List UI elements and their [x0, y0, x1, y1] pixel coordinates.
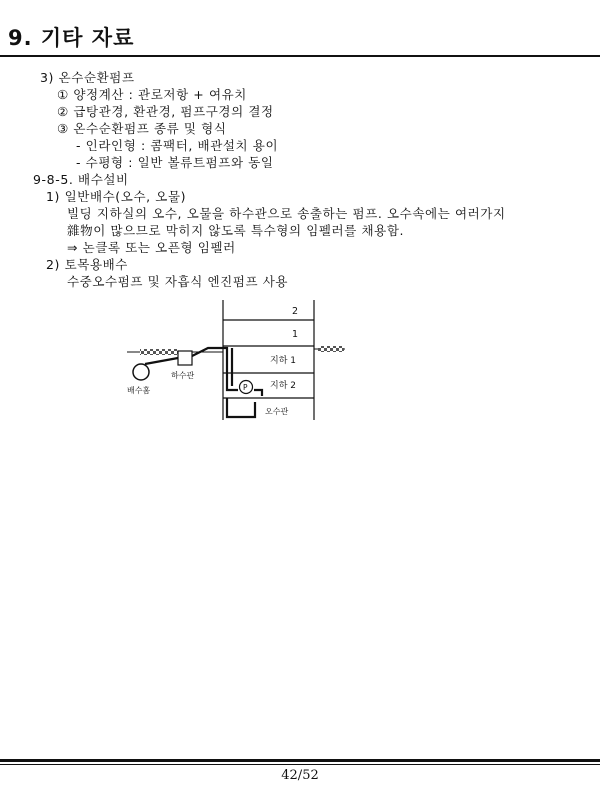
list-item: ① 양정계산 : 관로저항 + 여유치: [57, 87, 247, 102]
list-item: ③ 온수순환펌프 종류 및 형식: [57, 121, 227, 136]
floor-label: 2: [292, 306, 299, 317]
sewage-pit-label: 오수관: [265, 407, 289, 416]
list-subitem: - 인라인형 : 콤팩터, 배관설치 용이: [76, 138, 279, 153]
floor-label: 지하 2: [270, 381, 296, 391]
sewer-pipe-label: 하수관: [171, 371, 195, 380]
paragraph-line: ⇒ 논클록 또는 오픈형 임펠러: [67, 240, 236, 255]
page-title: 9. 기타 자료: [8, 26, 135, 50]
floor-label: 1: [292, 329, 299, 340]
paragraph-line: 수중오수펌프 및 자흡식 엔진펌프 사용: [67, 274, 289, 289]
pump-label: P: [243, 383, 248, 392]
list-subitem: - 수평형 : 일반 볼류트펌프와 동일: [76, 155, 274, 170]
ground-line: [127, 346, 345, 355]
paragraph-line: 雜物이 많으므로 막히지 않도록 특수형의 임펠러를 채용함.: [67, 223, 405, 238]
paragraph-line: 빌딩 지하실의 오수, 오물을 하수관으로 송출하는 펌프. 오수속에는 여러가지: [67, 206, 506, 221]
subsection-heading: 2) 토목용배수: [46, 257, 128, 272]
building-floors: [223, 300, 314, 420]
page-number: 42/52: [281, 768, 319, 783]
footer-divider: [0, 759, 600, 762]
section-heading-drainage: 9-8-5. 배수설비: [33, 172, 129, 187]
floor-label: 지하 1: [270, 356, 296, 366]
footer-divider-thin: [0, 764, 600, 765]
drain-basin-label: 배수홈: [127, 386, 151, 395]
section-heading-hot-water-pump: 3) 온수순환펌프: [40, 70, 135, 85]
drain-basin: [133, 364, 149, 380]
list-item: ② 급탕관경, 환관경, 펌프구경의 결정: [57, 104, 274, 119]
manhole-box: [178, 351, 192, 365]
subsection-heading: 1) 일반배수(오수, 오물): [46, 189, 187, 204]
